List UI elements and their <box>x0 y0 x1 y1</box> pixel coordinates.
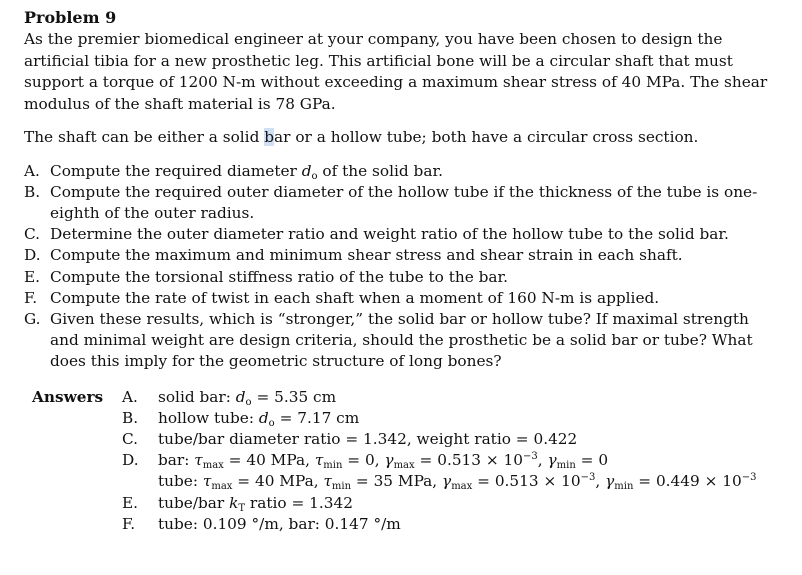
answers-heading: Answers <box>32 387 104 406</box>
answer-b: B. hollow tube: $d_o = 7.17$ cm <box>122 408 360 429</box>
answer-c: C. tube/bar diameter ratio = 1.342, weight ratio = 0.422 <box>122 429 578 448</box>
answer-d-bar: D. bar: $\tau_{max} = 40$ MPa, $\tau_{min} = 0$, $\gamma_{max} = 0.513 \times 10^{-3}$, $\gamma_{min} = 0$ <box>122 451 609 472</box>
problem-intro: As the premier biomedical engineer at your company, you have been chosen to design the artificial tibia for a new prosthetic leg. This artificial bone will be a circular shaft that must support a torque of 1200 N-m without exceeding a maximum shear stress of 40 MPa. The shear modulus of the shaft material is 78 GPa. <box>24 30 768 113</box>
question-item: D. Compute the maximum and minimum shear stress and shear strain in each shaft. <box>24 246 683 265</box>
question-list <box>24 161 778 373</box>
answer-a: A. solid bar: $d_o = 5.35$ cm <box>122 387 337 408</box>
question-item: E. Compute the torsional stiffness ratio of the tube to the bar. <box>24 267 509 286</box>
text-selection-highlight[interactable]: b <box>264 128 275 146</box>
question-item: B. Compute the required outer diameter of the hollow tube if the thickness of the tube is one-eighth of the outer radius. <box>24 182 758 222</box>
question-item: C. Determine the outer diameter ratio and weight ratio of the hollow tube to the solid bar. <box>24 225 729 244</box>
question-item: G. Given these results, which is “stronger,” the solid bar or hollow tube? If maximal strength and minimal weight are design criteria, should the prosthetic be a solid bar or tube? What does this imply for the geometric structure of long bones? <box>24 309 753 371</box>
problem-note: The shaft can be either a solid bar or a hollow tube; both have a circular cross section. <box>24 128 699 146</box>
problem-title: Problem 9 <box>24 8 117 27</box>
answers-list <box>122 387 778 535</box>
answers-section <box>32 387 778 535</box>
answer-e: E. tube/bar $k_T$ ratio = 1.342 <box>122 493 353 514</box>
question-item: A. Compute the required diameter $d_o$ of the solid bar. <box>24 161 443 182</box>
answer-f: F. tube: 0.109 °/m, bar: 0.147 °/m <box>122 514 401 533</box>
answer-d-tube: tube: $\tau_{max} = 40$ MPa, $\tau_{min} = 35$ MPa, $\gamma_{max} = 0.513 \times 10^{-3}$, $\gamma_{min} = 0.449 \times 10^{-3}$ <box>158 472 757 493</box>
question-item: F. Compute the rate of twist in each shaft when a moment of 160 N-m is applied. <box>24 288 660 307</box>
